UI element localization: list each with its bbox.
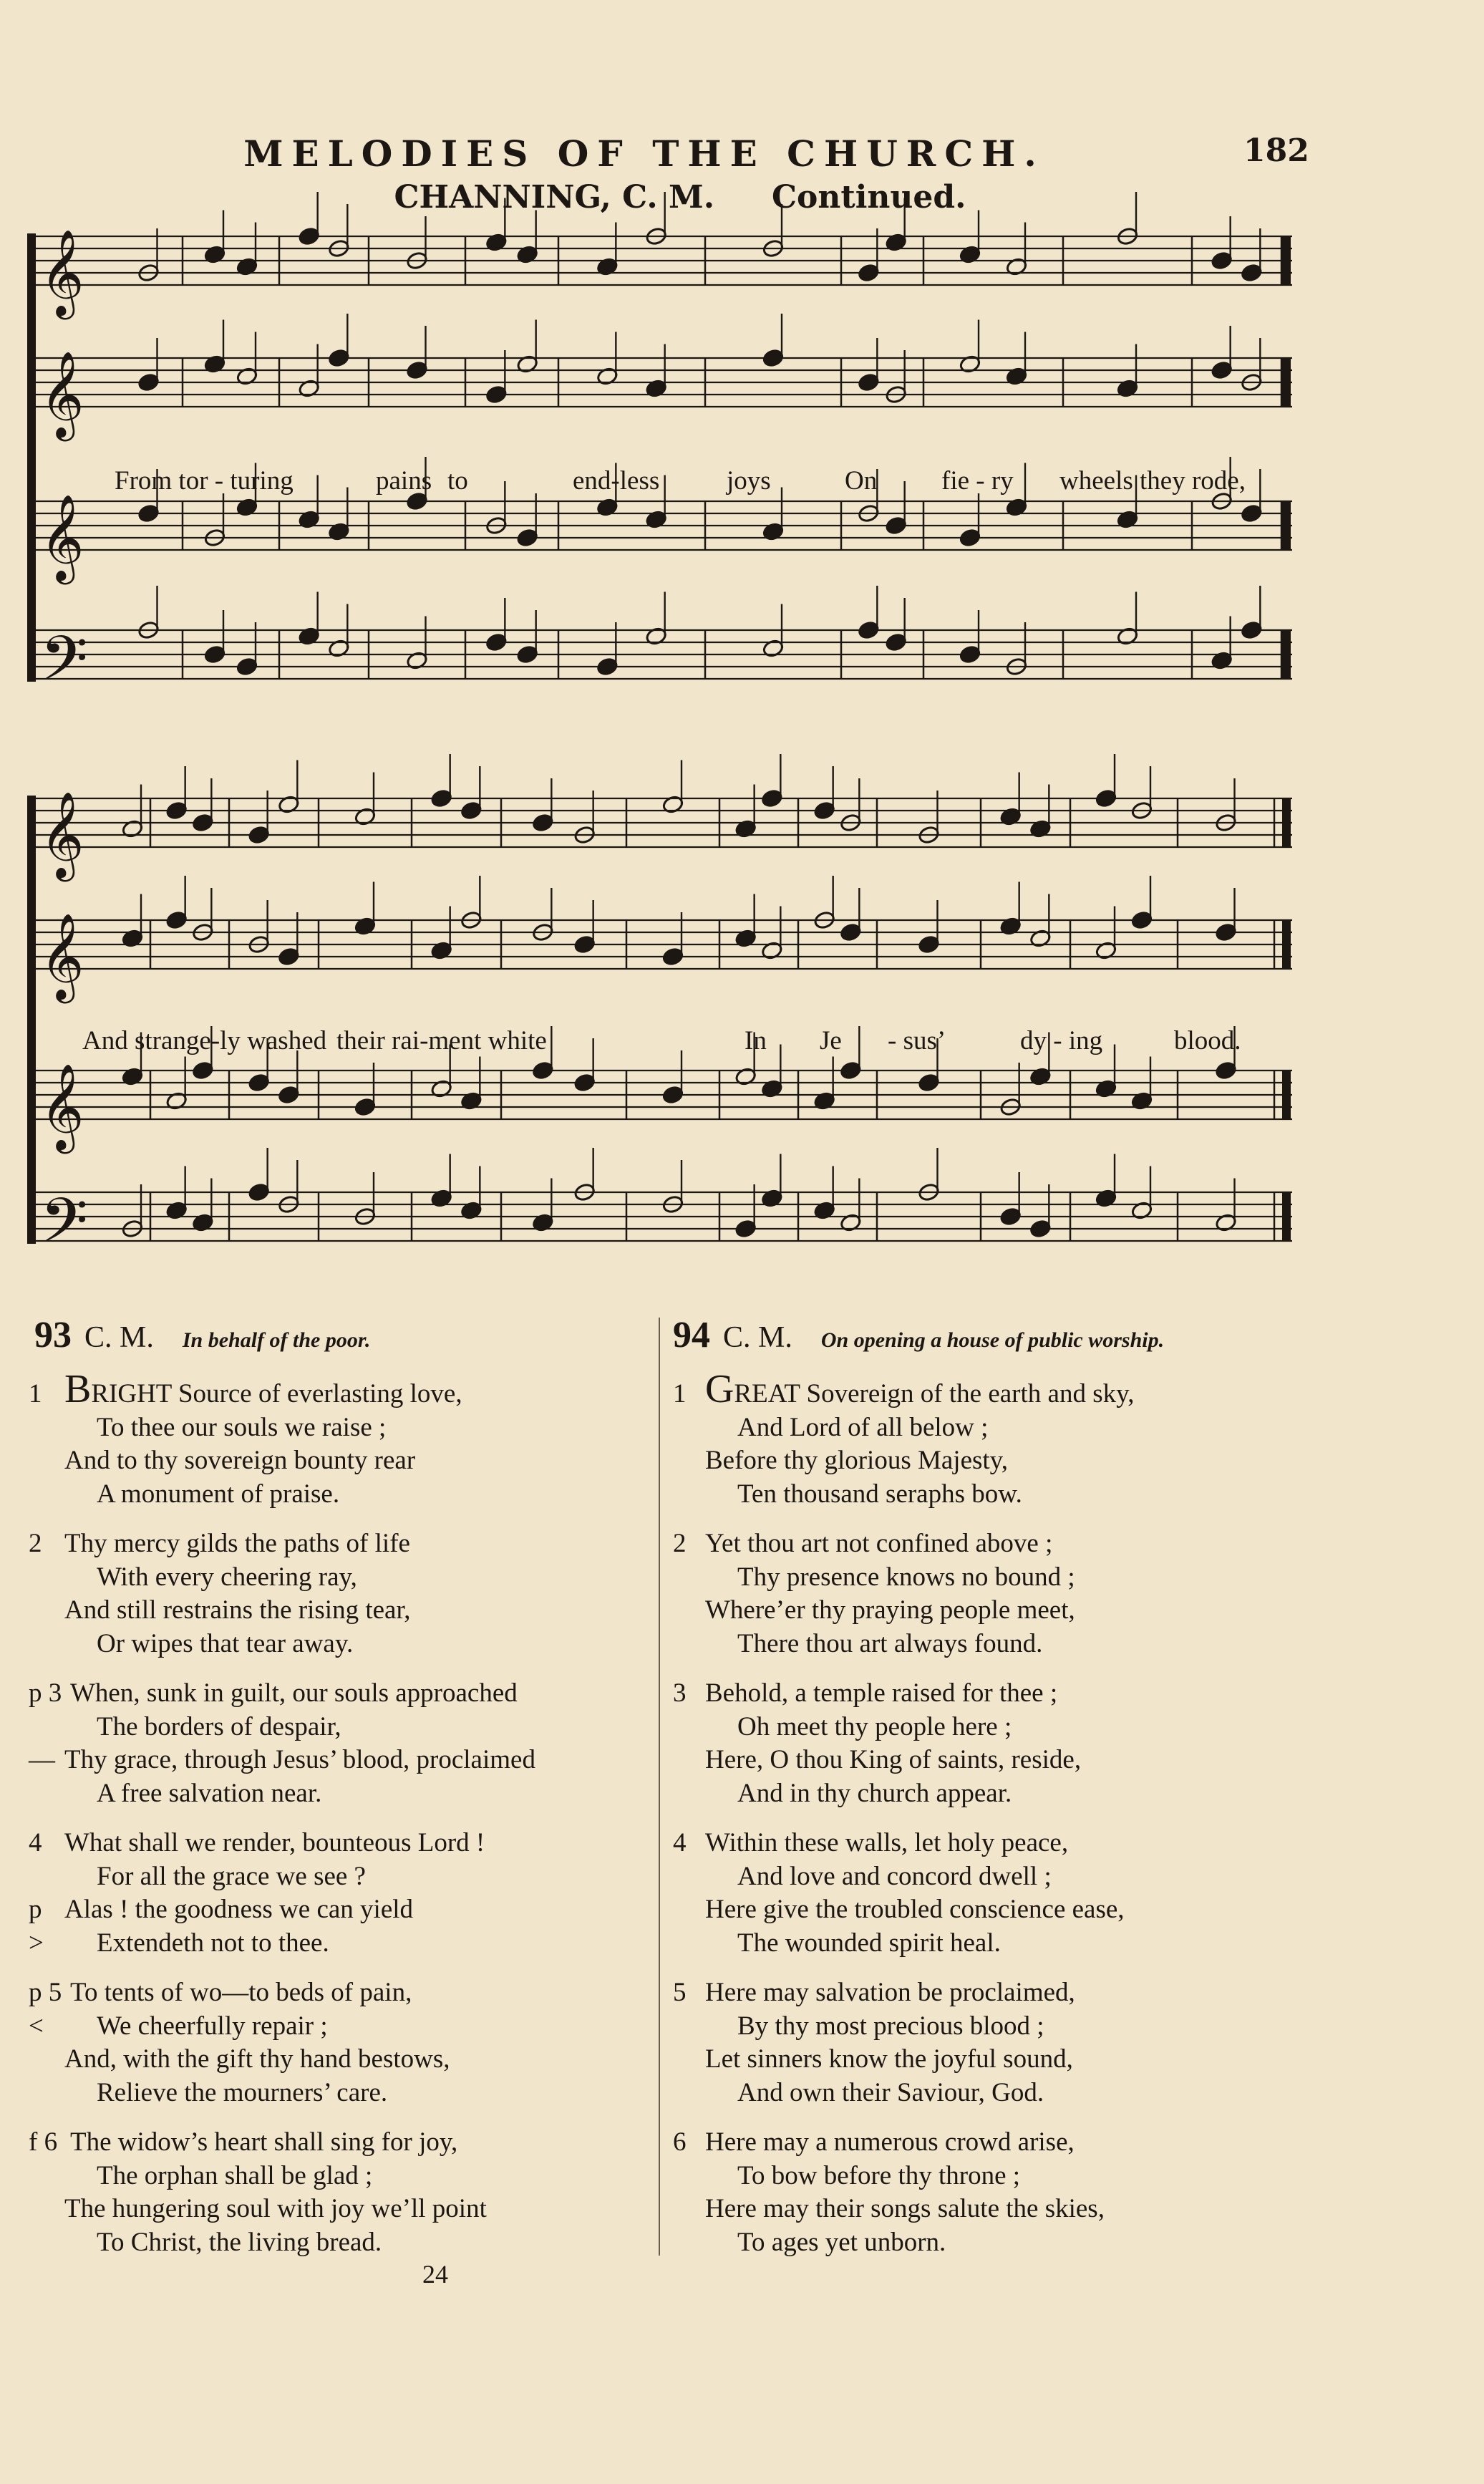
verse-text: And still restrains the rising tear, bbox=[64, 1595, 411, 1625]
verse-marker: 4 bbox=[673, 1828, 687, 1857]
verse-line bbox=[737, 1861, 1052, 1892]
verse-line bbox=[705, 1977, 1075, 2008]
verse-text: Extendeth not to thee. bbox=[97, 1928, 329, 1958]
verse-text: To Christ, the living bread. bbox=[97, 2227, 382, 2257]
verse-line bbox=[97, 2011, 328, 2041]
drop-initial: G bbox=[705, 1367, 734, 1411]
lyric-syllable: Je bbox=[820, 1026, 842, 1055]
verse-line bbox=[705, 2044, 1073, 2074]
lyric-syllable: joys bbox=[727, 466, 771, 496]
hymn-94-heading bbox=[673, 1314, 1164, 1356]
lyric-syllable: On bbox=[845, 466, 878, 496]
verse-text: Oh meet thy people here ; bbox=[737, 1711, 1012, 1741]
verse-text: There thou art always found. bbox=[737, 1628, 1043, 1658]
end-bar bbox=[1282, 1192, 1291, 1241]
verse-text: Before thy glorious Majesty, bbox=[705, 1446, 1009, 1475]
lyric-syllable: In bbox=[745, 1026, 767, 1055]
verse-text: The orphan shall be glad ; bbox=[97, 2160, 373, 2190]
bass-clef: 𝄢 bbox=[40, 1184, 88, 1272]
running-title: MELODIES OF THE CHURCH. bbox=[243, 132, 1045, 175]
verse-marker: p 3 bbox=[29, 1678, 62, 1708]
verse-line bbox=[64, 1367, 462, 1411]
verse-line bbox=[737, 2011, 1044, 2041]
tune-name: CHANNING, C. M. bbox=[394, 179, 715, 216]
hymn-meter: C. M. bbox=[723, 1321, 792, 1354]
verse-text: Let sinners know the joyful sound, bbox=[705, 2044, 1073, 2074]
hymn-occasion: In behalf of the poor. bbox=[182, 1328, 371, 1352]
verse-marker: p bbox=[29, 1895, 42, 1924]
system-brace bbox=[27, 233, 36, 682]
lyric-syllable: pains bbox=[376, 466, 432, 496]
verse-marker: > bbox=[29, 1928, 44, 1958]
verse-line bbox=[70, 2127, 457, 2157]
lyric-syllable: their rai-ment white bbox=[336, 1026, 547, 1055]
end-bar bbox=[1282, 920, 1291, 969]
verse-line bbox=[97, 1711, 341, 1742]
verse-text: Here give the troubled conscience ease, bbox=[705, 1895, 1125, 1924]
verse-line bbox=[64, 1595, 411, 1625]
verse-line bbox=[705, 2193, 1105, 2224]
verse-marker: 1 bbox=[673, 1379, 687, 1408]
treble-clef: 𝄞 bbox=[40, 350, 84, 438]
verse-text: Thy mercy gilds the paths of life bbox=[64, 1529, 410, 1558]
lyric-syllable: wheels they rode, bbox=[1059, 466, 1246, 496]
verse-line bbox=[70, 1977, 412, 2008]
verse-line bbox=[705, 2127, 1075, 2157]
verse-line bbox=[705, 1367, 1135, 1411]
end-bar bbox=[1282, 236, 1291, 285]
lyric-syllable: to bbox=[447, 466, 468, 496]
verse-marker: p 5 bbox=[29, 1978, 62, 2007]
verse-line bbox=[70, 1678, 518, 1709]
end-bar bbox=[1282, 1071, 1291, 1119]
verse-line bbox=[737, 2077, 1044, 2108]
verse-marker: 6 bbox=[673, 2127, 687, 2157]
verse-line bbox=[64, 1528, 410, 1559]
lyric-syllable: fie - ry bbox=[941, 466, 1014, 496]
verse-marker: 2 bbox=[673, 1529, 687, 1558]
verse-text: A free salvation near. bbox=[97, 1778, 322, 1808]
verse-text: REAT Sovereign of the earth and sky, bbox=[734, 1379, 1135, 1408]
verse-line bbox=[705, 1894, 1125, 1925]
verse-text: The borders of despair, bbox=[97, 1711, 341, 1741]
verse-text: Thy grace, through Jesus’ blood, proclaimed bbox=[64, 1745, 535, 1774]
verse-line bbox=[97, 1928, 329, 1958]
lyric-syllable: From tor - turing bbox=[115, 466, 294, 496]
verse-text: Where’er thy praying people meet, bbox=[705, 1595, 1075, 1625]
hymn-occasion: On opening a house of public worship. bbox=[820, 1328, 1165, 1352]
verse-line bbox=[737, 1778, 1012, 1809]
verse-text: To tents of wo—to beds of pain, bbox=[70, 1978, 412, 2007]
column-divider bbox=[659, 1318, 660, 2256]
verse-line bbox=[64, 2193, 487, 2224]
verse-marker: < bbox=[29, 2011, 44, 2041]
verse-text: Within these walls, let holy peace, bbox=[705, 1828, 1069, 1857]
verse-text: Alas ! the goodness we can yield bbox=[64, 1895, 414, 1924]
verse-line bbox=[737, 1628, 1042, 1659]
verse-text: By thy most precious blood ; bbox=[737, 2011, 1044, 2041]
verse-text: Here may a numerous crowd arise, bbox=[705, 2127, 1075, 2157]
verse-line bbox=[737, 1928, 1001, 1958]
lyric-syllable: end-less bbox=[573, 466, 660, 496]
verse-text: Thy presence knows no bound ; bbox=[737, 1562, 1075, 1592]
verse-text: Ten thousand seraphs bow. bbox=[737, 1479, 1022, 1509]
verse-text: And, with the gift thy hand bestows, bbox=[64, 2044, 450, 2074]
lyric-syllable: And strange-ly washed bbox=[82, 1026, 327, 1055]
verse-line bbox=[737, 1562, 1075, 1593]
verse-text: For all the grace we see ? bbox=[97, 1861, 366, 1891]
verse-line bbox=[705, 1744, 1081, 1775]
verse-line bbox=[97, 1412, 386, 1443]
signature-mark: 24 bbox=[422, 2260, 448, 2289]
verse-marker: 4 bbox=[29, 1828, 42, 1857]
verse-line bbox=[97, 1562, 357, 1593]
verse-text: The widow’s heart shall sing for joy, bbox=[70, 2127, 458, 2157]
verse-text: Here may salvation be proclaimed, bbox=[705, 1978, 1075, 2007]
verse-text: We cheerfully repair ; bbox=[97, 2011, 328, 2041]
end-bar bbox=[1282, 630, 1291, 679]
verse-text: And Lord of all below ; bbox=[737, 1412, 989, 1442]
verse-line bbox=[705, 1678, 1057, 1709]
verse-line bbox=[737, 1412, 988, 1443]
lyric-syllable: - sus’ bbox=[888, 1026, 946, 1055]
verse-line bbox=[737, 2227, 946, 2258]
verse-line bbox=[97, 1861, 366, 1892]
verse-line bbox=[64, 1445, 415, 1476]
verse-marker: 3 bbox=[673, 1678, 687, 1708]
verse-text: Behold, a temple raised for thee ; bbox=[705, 1678, 1058, 1708]
end-bar bbox=[1282, 358, 1291, 407]
verse-text: What shall we render, bounteous Lord ! bbox=[64, 1828, 485, 1857]
verse-text: The hungering soul with joy we’ll point bbox=[64, 2194, 487, 2223]
verse-line bbox=[705, 1595, 1075, 1625]
verse-line bbox=[97, 1778, 321, 1809]
verse-text: To ages yet unborn. bbox=[737, 2227, 946, 2257]
verse-line bbox=[97, 2160, 372, 2191]
verse-line bbox=[64, 1894, 413, 1925]
verse-text: And own their Saviour, God. bbox=[737, 2077, 1044, 2107]
verse-text: And to thy sovereign bounty rear bbox=[64, 1446, 416, 1475]
treble-clef: 𝄞 bbox=[40, 1063, 84, 1150]
verse-text: Or wipes that tear away. bbox=[97, 1628, 354, 1658]
treble-clef: 𝄞 bbox=[40, 791, 84, 878]
hymn-number: 94 bbox=[673, 1315, 710, 1355]
verse-line bbox=[737, 2160, 1020, 2191]
verse-text: With every cheering ray, bbox=[97, 1562, 357, 1592]
verse-text: Here may their songs salute the skies, bbox=[705, 2194, 1105, 2223]
verse-text: A monument of praise. bbox=[97, 1479, 340, 1509]
hymn-number: 93 bbox=[34, 1315, 72, 1355]
verse-marker: — bbox=[29, 1745, 55, 1774]
treble-clef: 𝄞 bbox=[40, 228, 84, 316]
verse-text: The wounded spirit heal. bbox=[737, 1928, 1001, 1958]
hymn-93-heading bbox=[34, 1314, 370, 1356]
verse-line bbox=[97, 1479, 339, 1509]
page-number: 182 bbox=[1243, 132, 1309, 169]
lyric-syllable: dy - ing bbox=[1020, 1026, 1103, 1055]
verse-text: And in thy church appear. bbox=[737, 1778, 1012, 1808]
verse-text: To bow before thy throne ; bbox=[737, 2160, 1021, 2190]
verse-text: Yet thou art not confined above ; bbox=[705, 1529, 1053, 1558]
verse-line bbox=[737, 1711, 1012, 1742]
verse-line bbox=[64, 1744, 535, 1775]
verse-text: Here, O thou King of saints, reside, bbox=[705, 1745, 1082, 1774]
verse-marker: 5 bbox=[673, 1978, 687, 2007]
drop-initial: B bbox=[64, 1367, 92, 1411]
verse-text: Relieve the mourners’ care. bbox=[97, 2077, 388, 2107]
verse-text: When, sunk in guilt, our souls approached bbox=[70, 1678, 518, 1708]
verse-line bbox=[737, 1479, 1022, 1509]
verse-text: RIGHT Source of everlasting love, bbox=[91, 1379, 462, 1408]
hymn-meter: C. M. bbox=[84, 1321, 154, 1354]
verse-text: To thee our souls we raise ; bbox=[97, 1412, 387, 1442]
treble-clef: 𝄞 bbox=[40, 493, 84, 581]
system-brace bbox=[27, 796, 36, 1244]
verse-marker: 2 bbox=[29, 1529, 42, 1558]
continued-label: Continued. bbox=[772, 179, 966, 216]
treble-clef: 𝄞 bbox=[40, 912, 84, 1000]
end-bar bbox=[1282, 501, 1291, 550]
verse-marker: f 6 bbox=[29, 2127, 58, 2157]
verse-line bbox=[64, 1827, 485, 1858]
lyric-syllable: blood. bbox=[1174, 1026, 1241, 1055]
verse-line bbox=[705, 1827, 1068, 1858]
bass-clef: 𝄢 bbox=[40, 622, 88, 710]
verse-line bbox=[705, 1528, 1052, 1559]
end-bar bbox=[1282, 798, 1291, 847]
verse-text: And love and concord dwell ; bbox=[737, 1861, 1052, 1891]
verse-line bbox=[97, 2227, 382, 2258]
verse-marker: 1 bbox=[29, 1379, 42, 1408]
verse-line bbox=[97, 2077, 387, 2108]
verse-line bbox=[97, 1628, 353, 1659]
verse-line bbox=[705, 1445, 1008, 1476]
verse-line bbox=[64, 2044, 450, 2074]
